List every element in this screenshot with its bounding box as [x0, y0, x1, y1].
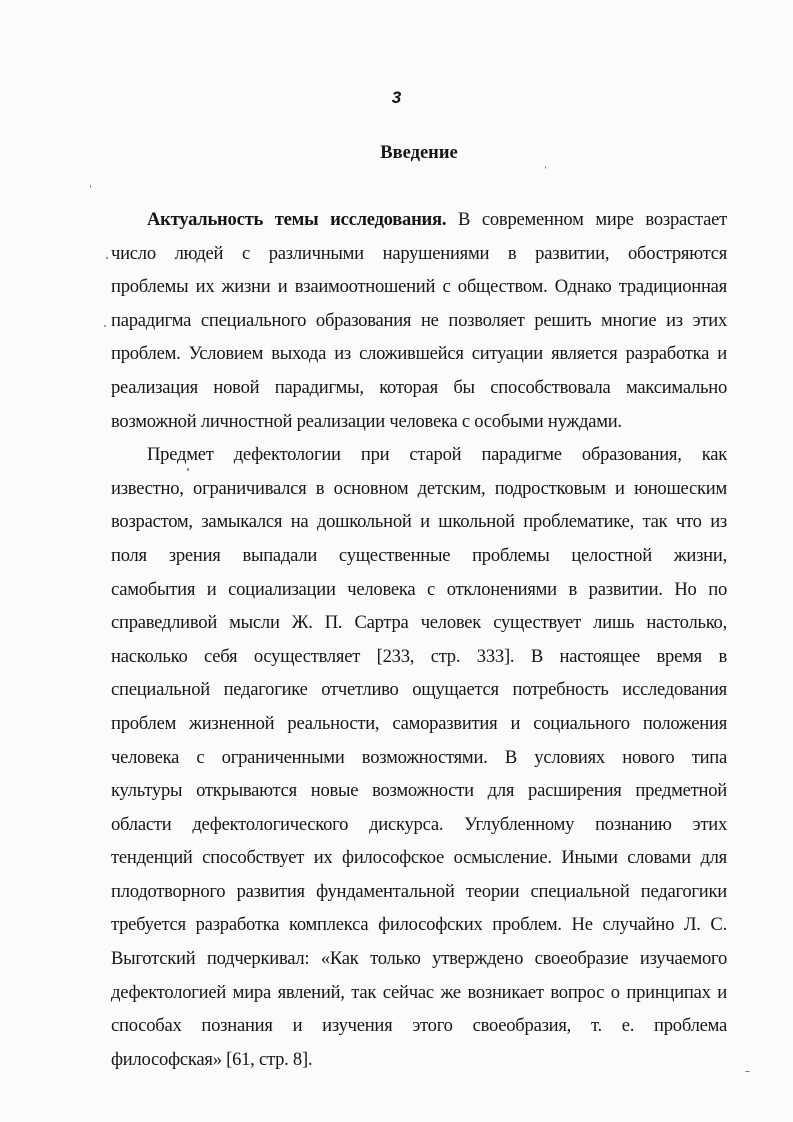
scan-speck: [545, 166, 546, 169]
text-line: возможной личностной реализации человека с особыми нуждами.: [111, 410, 622, 432]
page-number: 3: [391, 88, 402, 107]
text-line: плодотворного развития фундаментальной теории специальной педагогики: [111, 880, 727, 902]
scan-speck: [106, 257, 108, 259]
text-line: проблем жизненной реальности, саморазвития и социального положения: [111, 712, 727, 734]
text-line: дефектологией мира явлений, так сейчас же возникает вопрос о принципах и: [111, 981, 727, 1003]
lead-in-bold: Актуальность темы исследования.: [147, 209, 447, 230]
text-line: области дефектологического дискурса. Углубленному познанию этих: [111, 813, 727, 835]
text-line: поля зрения выпадали существенные проблемы целостной жизни,: [111, 544, 727, 566]
text-line: человека с ограниченными возможностями. В условиях нового типа: [111, 746, 727, 768]
text-line: Предмет дефектологии при старой парадигме образования, как: [147, 444, 727, 466]
text-line: число людей с различными нарушениями в развитии, обостряются: [111, 242, 727, 264]
text-line: требуется разработка комплекса философских проблем. Не случайно Л. С.: [111, 914, 727, 936]
text-line: самобытия и социализации человека с отклонениями в развитии. Но по: [111, 578, 727, 600]
text-line: способах познания и изучения этого своеобразия, т. е. проблема: [111, 1015, 727, 1037]
text-line: тенденций способствует их философское осмысление. Иными словами для: [111, 847, 727, 869]
body-text: [111, 203, 727, 1076]
text-line: специальной педагогике отчетливо ощущается потребность исследования: [111, 679, 727, 701]
text-line: Актуальность темы исследования. В современном мире возрастает: [147, 209, 727, 230]
text-line: парадигма специального образования не позволяет решить многие из этих: [111, 309, 727, 331]
text-line: возрастом, замыкался на дошкольной и школьной проблематике, так что из: [111, 511, 727, 533]
text-line: культуры открываются новые возможности для расширения предметной: [111, 780, 727, 802]
paragraph-subject: [111, 438, 727, 1076]
scan-speck: [187, 468, 189, 471]
scan-speck: [745, 1071, 750, 1072]
text-line: реализация новой парадигмы, которая бы способствовала максимально: [111, 376, 727, 398]
text-line: Выготский подчеркивал: «Как только утверждено своеобразие изучаемого: [111, 948, 727, 970]
text-line: философская» [61, стр. 8].: [111, 1048, 313, 1070]
text-line: проблем. Условием выхода из сложившейся ситуации является разработка и: [111, 343, 727, 365]
paragraph-relevance: [111, 203, 727, 438]
scan-speck: [90, 185, 91, 188]
text-line: проблемы их жизни и взаимоотношений с обществом. Однако традиционная: [111, 276, 727, 298]
text-line: насколько себя осуществляет [233, стр. 333]. В настоящее время в: [111, 645, 727, 667]
section-heading: Введение: [380, 143, 458, 163]
text-line: справедливой мысли Ж. П. Сартра человек существует лишь настолько,: [111, 612, 727, 634]
text-line: известно, ограничивался в основном детским, подростковым и юношеским: [111, 477, 727, 499]
scan-speck: [104, 325, 106, 327]
